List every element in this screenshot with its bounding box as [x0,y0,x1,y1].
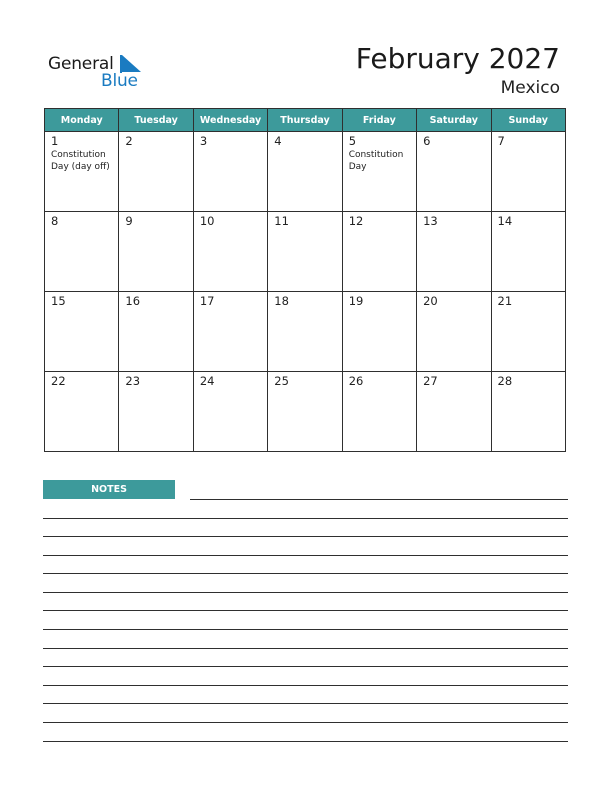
notes-line [43,573,568,574]
notes-line [43,741,568,742]
day-cell [119,212,193,292]
notes-line [43,536,568,537]
page-title: February 2027 [355,42,560,75]
notes-line [43,610,568,611]
day-number: 9 [125,214,133,228]
day-cell [417,372,491,452]
weekday-header: Thursday [268,109,342,132]
day-cell [268,212,342,292]
day-cell [119,132,193,212]
day-number: 19 [348,294,364,308]
brand-logo [48,52,158,94]
notes-line [43,703,568,704]
day-number: 21 [497,294,513,308]
day-number: 5 [348,134,357,148]
day-cell [417,212,491,292]
notes-line [43,685,568,686]
notes-line [43,666,568,667]
day-number: 24 [199,374,215,388]
holiday-label: Constitution Day [348,150,404,172]
holiday-label: Constitution Day (day off) [51,150,110,172]
weekday-header: Sunday [491,109,565,132]
notes-label: NOTES [43,480,175,499]
country-subtitle: Mexico [500,78,560,98]
weekday-header: Friday [342,109,416,132]
week-row [45,132,566,212]
day-number: 22 [51,374,66,388]
day-cell [119,292,193,372]
day-number: 2 [125,134,133,148]
day-cell [268,132,342,212]
day-number: 26 [348,374,364,388]
day-number: 6 [423,134,431,148]
day-cell [193,132,267,212]
day-cell [342,212,416,292]
day-cell [491,212,565,292]
day-number: 23 [125,374,141,388]
day-number: 4 [274,134,282,148]
day-number: 10 [199,214,215,228]
weekday-header: Monday [45,109,119,132]
day-number: 11 [274,214,289,228]
notes-line [190,499,568,500]
day-number: 17 [199,294,215,308]
day-number: 16 [125,294,141,308]
day-cell [45,292,119,372]
day-cell [342,132,416,212]
notes-line [43,592,568,593]
day-number: 1 [51,134,59,148]
day-number: 13 [423,214,438,228]
day-number: 8 [51,214,59,228]
day-cell [342,372,416,452]
day-number: 25 [274,374,289,388]
notes-line [43,648,568,649]
day-number: 18 [274,294,289,308]
week-row [45,292,566,372]
day-cell [417,292,491,372]
day-number: 15 [51,294,66,308]
day-cell [193,212,267,292]
week-row [45,212,566,292]
week-row [45,372,566,452]
day-cell [491,292,565,372]
day-number: 14 [497,214,513,228]
notes-line [43,722,568,723]
day-cell [491,132,565,212]
weekday-header: Saturday [417,109,491,132]
notes-line [43,518,568,519]
notes-line [43,629,568,630]
day-cell [119,372,193,452]
day-cell [417,132,491,212]
day-cell [193,372,267,452]
day-number: 12 [348,214,364,228]
day-cell [45,132,119,212]
day-cell [193,292,267,372]
day-number: 7 [497,134,505,148]
month-calendar-grid [44,108,566,452]
notes-line [43,555,568,556]
day-cell [342,292,416,372]
day-cell [268,292,342,372]
weekday-header: Wednesday [193,109,267,132]
day-number: 3 [199,134,208,148]
brand-name-general: General [48,54,114,74]
day-number: 20 [423,294,438,308]
day-number: 27 [423,374,438,388]
day-cell [268,372,342,452]
weekday-header: Tuesday [119,109,193,132]
day-cell [491,372,565,452]
day-cell [45,212,119,292]
brand-name-blue: Blue [101,71,138,91]
day-number: 28 [497,374,513,388]
day-cell [45,372,119,452]
weekday-header-row [45,109,566,132]
